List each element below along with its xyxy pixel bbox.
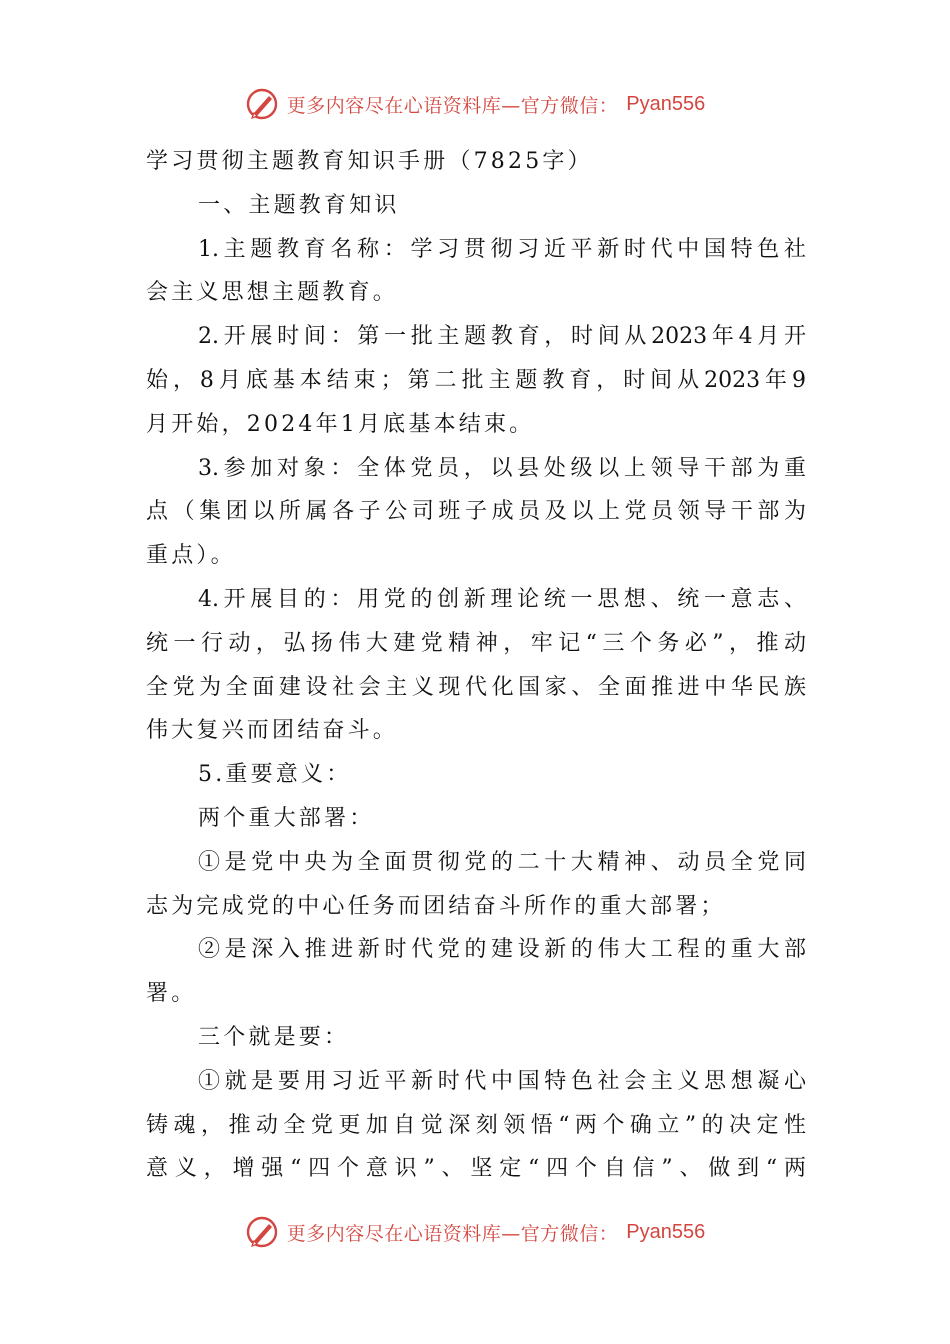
paragraph-line: ②是深入推进新时代党的建设新的伟大工程的重大部 (198, 937, 806, 963)
paragraph-line: 志为完成党的中心任务而团结奋斗所作的重大部署； (146, 893, 726, 919)
paragraph-line: 重点）。 (146, 543, 236, 569)
paragraph-line: 两个重大部署： (198, 805, 375, 831)
paragraph-line: 署。 (146, 981, 197, 1007)
document-body (146, 140, 806, 1191)
paragraph-line: ①就是要用习近平新时代中国特色社会主义思想凝心 (198, 1068, 806, 1094)
paragraph-line: 5.重要意义： (198, 762, 352, 788)
pen-logo-icon (245, 1215, 279, 1249)
paragraph-line: 月开始，2024年1月底基本结束。 (146, 411, 535, 437)
paragraph-line: 三个就是要： (198, 1024, 350, 1050)
paragraph-line: 1.主题教育名称：学习贯彻习近平新时代中国特色社 (198, 236, 806, 262)
paragraph-line: 意义，增强“四个意识”、坚定“四个自信”、做到“两 (146, 1156, 806, 1182)
paragraph-line: 伟大复兴而团结奋斗。 (146, 718, 399, 744)
paragraph-line: 2.开展时间：第一批主题教育，时间从2023年4月开 (198, 324, 806, 350)
paragraph-line: 会主义思想主题教育。 (146, 280, 399, 306)
watermark-account: Pyan556 (626, 1220, 706, 1243)
paragraph-line: 3.参加对象：全体党员，以县处级以上领导干部为重 (198, 455, 806, 481)
watermark-footer (0, 1212, 950, 1252)
paragraph-line: 全党为全面建设社会主义现代化国家、全面推进中华民族 (146, 674, 806, 700)
paragraph-line: ①是党中央为全面贯彻党的二十大精神、动员全党同 (198, 849, 806, 875)
watermark-account: Pyan556 (626, 92, 706, 115)
watermark-text: 更多内容尽在心语资料库—官方微信： (286, 1222, 619, 1245)
paragraph-line: 铸魂，推动全党更加自觉深刻领悟“两个确立”的决定性 (146, 1112, 806, 1138)
paragraph-line: 4.开展目的：用党的创新理论统一思想、统一意志、 (198, 586, 806, 612)
paragraph-line: 点（集团以所属各子公司班子成员及以上党员领导干部为 (146, 499, 806, 525)
watermark-text: 更多内容尽在心语资料库—官方微信： (286, 94, 619, 117)
paragraph-line: 统一行动，弘扬伟大建党精神，牢记“三个务必”，推动 (146, 630, 806, 656)
paragraph-line: 始，8月底基本结束；第二批主题教育，时间从2023年9 (146, 367, 806, 393)
pen-logo-icon (245, 87, 279, 121)
watermark-header (0, 84, 950, 124)
section-heading: 一、主题教育知识 (198, 192, 400, 218)
document-title: 学习贯彻主题教育知识手册（7825字） (146, 149, 593, 174)
